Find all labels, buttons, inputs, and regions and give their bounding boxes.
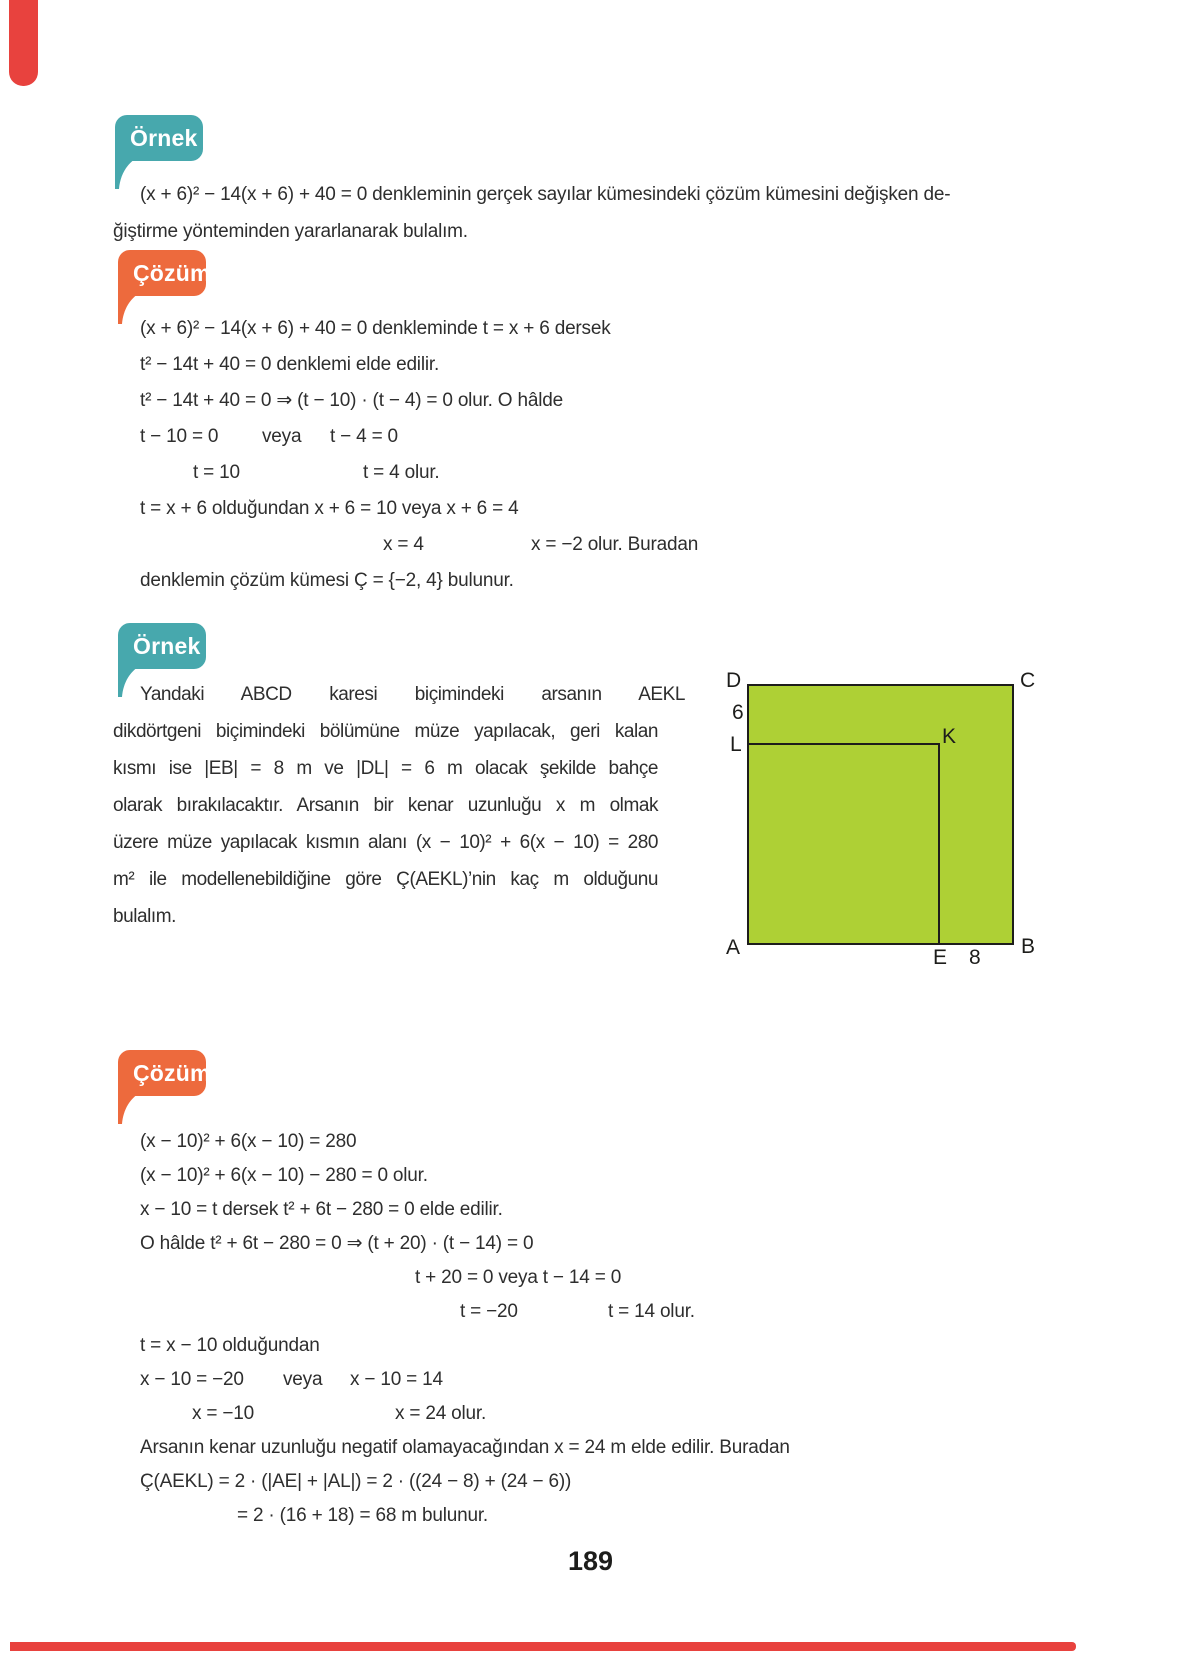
solution1-line7 (0, 533, 1181, 557)
solution1-line4 (0, 425, 1181, 449)
solution1-line6: t = x + 6 olduğundan x + 6 = 10 veya x + 6 = 4 (140, 498, 519, 519)
example2-paragraph-line5: üzere müze yapılacak kısmın alanı (x − 10)² + 6(x − 10) = 280 (113, 832, 658, 853)
x-value-left: x = −10 (192, 1403, 254, 1424)
square-ABCD (747, 684, 1014, 945)
solution2-line11: Ç(AEKL) = 2 · (|AE| + |AL|) = 2 · ((24 − 8) + (24 − 6)) (140, 1471, 572, 1492)
example2-paragraph-line1: Yandaki ABCD karesi biçimindeki arsanın AEKL (140, 684, 685, 705)
example1-text-line2: ğiştirme yönteminden yararlanarak bulalım. (113, 221, 468, 242)
example2-badge-label: Örnek (133, 633, 201, 659)
x-value-left: x = 4 (383, 534, 424, 555)
solution2-line1: (x − 10)² + 6(x − 10) = 280 (140, 1131, 357, 1152)
equation-case-left: x − 10 = −20 (140, 1369, 244, 1390)
solution1-line2: t² − 14t + 40 = 0 denklemi elde edilir. (140, 354, 440, 375)
red-corner-ribbon (9, 0, 38, 86)
solution2-line10: Arsanın kenar uzunluğu negatif olamayacağından x = 24 m elde edilir. Buradan (140, 1437, 790, 1458)
example2-paragraph-line3: kısmı ise |EB| = 8 m ve |DL| = 6 m olacak şekilde bahçe (113, 758, 658, 779)
segment-LK (748, 743, 939, 745)
solution2-line9 (0, 1402, 1181, 1426)
solution2-badge-label: Çözüm (133, 1060, 211, 1086)
solution1-badge (118, 250, 211, 296)
x-value-right: x = 24 olur. (395, 1403, 487, 1424)
length-label-DL: 6 (732, 701, 744, 724)
equation-case-right: t − 4 = 0 (330, 426, 398, 447)
t-value-left: t = −20 (460, 1301, 518, 1322)
solution2-line3: x − 10 = t dersek t² + 6t − 280 = 0 elde edilir. (140, 1199, 503, 1220)
solution1-line8: denklemin çözüm kümesi Ç = {−2, 4} bulunur. (140, 570, 514, 591)
solution1-badge-label: Çözüm (133, 260, 211, 286)
vertex-label-C: C (1020, 669, 1036, 692)
badge-tail (118, 1094, 138, 1124)
or-word: veya (283, 1369, 323, 1390)
point-label-L: L (730, 733, 742, 756)
or-word: veya (262, 426, 302, 447)
vertex-label-D: D (726, 669, 742, 692)
example1-badge (115, 115, 203, 161)
equation-case-right: x − 10 = 14 (350, 1369, 443, 1390)
solution1-line5 (0, 461, 1181, 485)
solution2-line7: t = x − 10 olduğundan (140, 1335, 320, 1356)
x-value-right: x = −2 olur. Buradan (531, 534, 699, 555)
point-label-E: E (933, 946, 948, 969)
vertex-label-A: A (726, 936, 741, 959)
example1-text-line1: (x + 6)² − 14(x + 6) + 40 = 0 denkleminin gerçek sayılar kümesindeki çözüm kümesini değişken de- (140, 184, 951, 205)
t-value-right: t = 14 olur. (608, 1301, 695, 1322)
red-bottom-bar (10, 1642, 1076, 1651)
example2-paragraph-line2: dikdörtgeni biçimindeki bölümüne müze yapılacak, geri kalan (113, 721, 658, 742)
root-left: t = 10 (193, 462, 240, 483)
solution2-line12: = 2 · (16 + 18) = 68 m bulunur. (237, 1505, 488, 1526)
vertex-label-B: B (1021, 935, 1036, 958)
example2-paragraph-line4: olarak bırakılacaktır. Arsanın bir kenar uzunluğu x m olmak (113, 795, 658, 816)
solution2-line8 (0, 1368, 1181, 1392)
solution2-badge (118, 1050, 211, 1096)
example1-badge-label: Örnek (130, 125, 198, 151)
equation-case-left: t − 10 = 0 (140, 426, 219, 447)
page-number: 189 (567, 1546, 614, 1576)
solution2-line2: (x − 10)² + 6(x − 10) − 280 = 0 olur. (140, 1165, 428, 1186)
point-label-K: K (942, 725, 957, 748)
length-label-EB: 8 (969, 946, 981, 969)
example2-badge (118, 623, 206, 669)
segment-EK (938, 743, 940, 945)
square-land-diagram (690, 640, 1090, 970)
badge-tail (118, 294, 138, 324)
example2-paragraph-line6: m² ile modellenebildiğine göre Ç(AEKL)’nin kaç m olduğunu (113, 869, 658, 890)
example2-paragraph-line7: bulalım. (113, 906, 176, 927)
solution2-line4: O hâlde t² + 6t − 280 = 0 ⇒ (t + 20) · (t − 14) = 0 (140, 1233, 534, 1254)
solution1-line3: t² − 14t + 40 = 0 ⇒ (t − 10) · (t − 4) = 0 olur. O hâlde (140, 390, 563, 411)
root-right: t = 4 olur. (363, 462, 440, 483)
solution2-line6 (0, 1300, 1181, 1324)
solution1-line1: (x + 6)² − 14(x + 6) + 40 = 0 denkleminde t = x + 6 dersek (140, 318, 611, 339)
solution2-line5: t + 20 = 0 veya t − 14 = 0 (415, 1267, 622, 1288)
